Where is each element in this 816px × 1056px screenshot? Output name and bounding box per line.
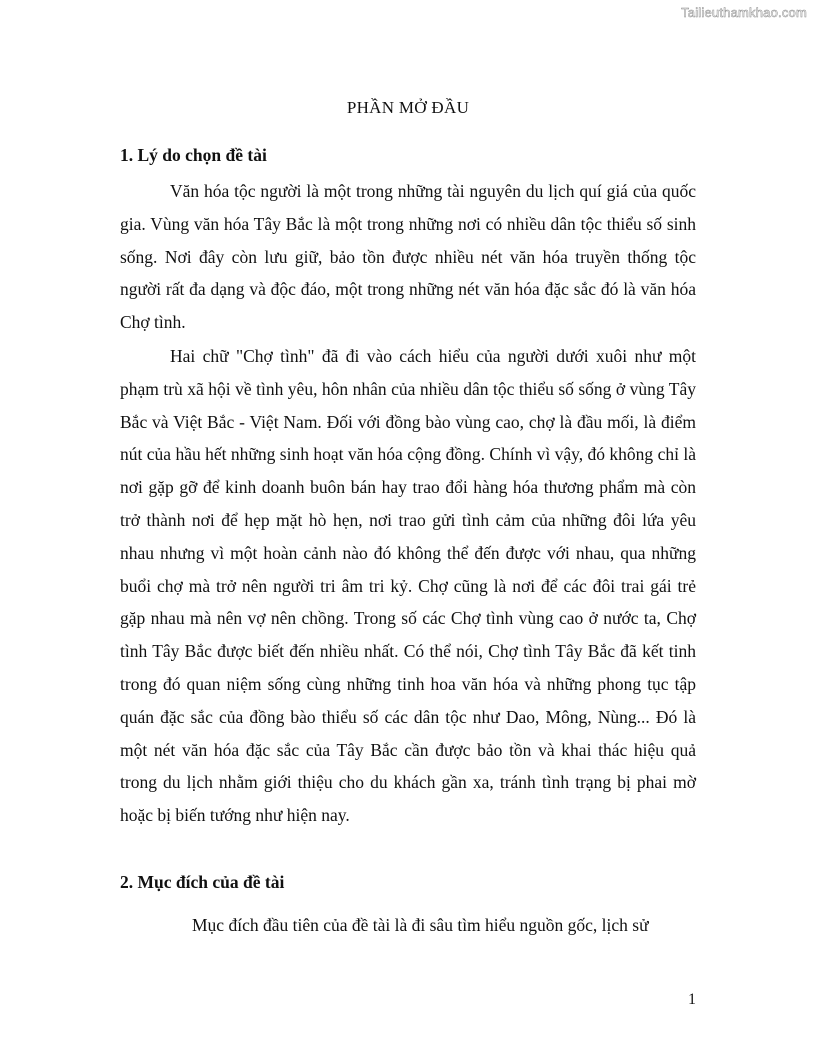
section-heading-purpose: 2. Mục đích của đề tài — [120, 872, 285, 892]
page-title: PHẦN MỞ ĐẦU — [346, 98, 470, 117]
paragraph-purpose: Mục đích đầu tiên của đề tài là đi sâu tìm hiểu nguồn gốc, lịch sử — [192, 915, 649, 935]
paragraph-love-market: Hai chữ "Chợ tình" đã đi vào cách hiểu của người dưới xuôi như một phạm trù xã hội về tình yêu, hôn nhân của nhiều dân tộc thiểu số sống ở vùng Tây Bắc và Việt Bắc - Việt Nam. Đối với đồng bào vùng cao, chợ là đầu mối, là điểm nút của hầu hết những sinh hoạt văn hóa cộng đồng. Chính vì vậy, đó không chỉ là nơi gặp gỡ để kinh doanh buôn bán hay trao đổi hàng hóa thương phẩm mà còn trở thành nơi để hẹp mặt hò hẹn, nơi trao gửi tình cảm của những đôi lứa yêu nhau nhưng vì một hoàn cảnh nào đó không thể đến được với nhau, qua những buổi chợ mà trở nên người tri âm tri kỷ. Chợ cũng là nơi để các đôi trai gái trẻ gặp nhau mà nên vợ nên chồng. Trong số các Chợ tình vùng cao ở nước ta, Chợ tình Tây Bắc được biết đến nhiều nhất. Có thể nói, Chợ tình Tây Bắc đã kết tinh trong đó quan niệm sống cùng những tinh hoa văn hóa và những phong tục tập quán đặc sắc của đồng bào thiểu số các dân tộc như Dao, Mông, Nùng... Đó là một nét văn hóa đặc sắc của Tây Bắc cần được bảo tồn và khai thác hiệu quả trong du lịch nhằm giới thiệu cho du khách gần xa, tránh tình trạng bị phai mờ hoặc bị biến tướng như hiện nay. — [120, 346, 696, 826]
page-number: 1 — [688, 991, 696, 1008]
section-heading-reason: 1. Lý do chọn đề tài — [120, 145, 267, 165]
watermark-text: Tailieuthamkhao.com — [681, 5, 807, 20]
paragraph-cultural-resources: Văn hóa tộc người là một trong những tài nguyên du lịch quí giá của quốc gia. Vùng văn hóa Tây Bắc là một trong những nơi có nhiều dân tộc thiểu số sinh sống. Nơi đây còn lưu giữ, bảo tồn được nhiều nét văn hóa truyền thống tộc người rất đa dạng và độc đáo, một trong những nét văn hóa đặc sắc đó là văn hóa Chợ tình. — [120, 181, 696, 333]
